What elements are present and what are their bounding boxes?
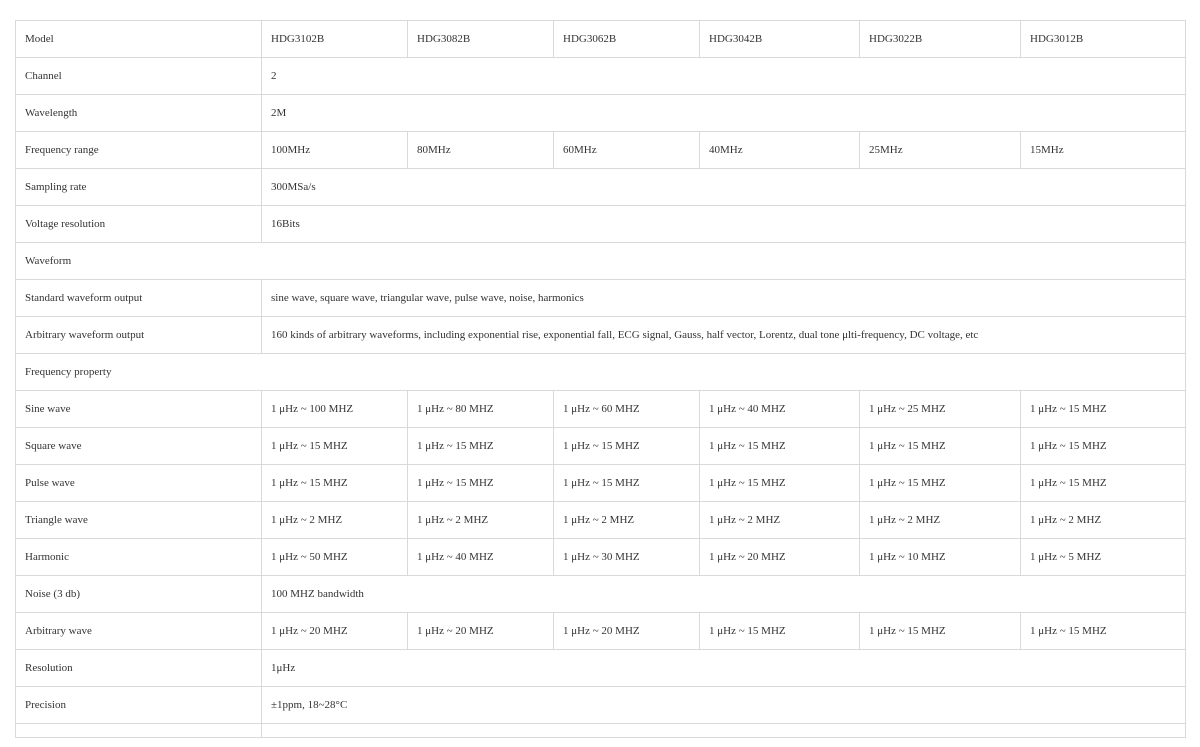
value-cell: 16Bits: [262, 206, 1186, 243]
row-label: Voltage resolution: [16, 206, 262, 243]
value-cell: 1 μHz ~ 50 MHZ: [262, 539, 408, 576]
value-cell: 40MHz: [700, 132, 860, 169]
value-cell: [262, 724, 1186, 738]
row-label: [16, 724, 262, 738]
row-label: Frequency range: [16, 132, 262, 169]
spec-table-body: [16, 21, 1186, 738]
value-cell: 1μHz: [262, 650, 1186, 687]
row-label: Harmonic: [16, 539, 262, 576]
row-label: Noise (3 db): [16, 576, 262, 613]
value-cell: 1 μHz ~ 15 MHZ: [700, 613, 860, 650]
value-cell: 1 μHz ~ 2 MHZ: [1021, 502, 1186, 539]
value-cell: 2M: [262, 95, 1186, 132]
value-cell: 1 μHz ~ 15 MHZ: [700, 465, 860, 502]
value-cell: 1 μHz ~ 2 MHZ: [408, 502, 554, 539]
table-row: [16, 391, 1186, 428]
value-cell: 1 μHz ~ 15 MHZ: [262, 465, 408, 502]
value-cell: 15MHz: [1021, 132, 1186, 169]
value-cell: ±1ppm, 18~28°C: [262, 687, 1186, 724]
value-cell: 1 μHz ~ 60 MHZ: [554, 391, 700, 428]
table-row: [16, 58, 1186, 95]
value-cell: 100 MHZ bandwidth: [262, 576, 1186, 613]
model-cell: HDG3102B: [262, 21, 408, 58]
table-row: [16, 539, 1186, 576]
value-cell: 1 μHz ~ 15 MHZ: [554, 428, 700, 465]
model-cell: HDG3042B: [700, 21, 860, 58]
model-cell: HDG3022B: [860, 21, 1021, 58]
row-label: Sine wave: [16, 391, 262, 428]
value-cell: 80MHz: [408, 132, 554, 169]
table-row: [16, 465, 1186, 502]
model-cell: HDG3062B: [554, 21, 700, 58]
value-cell: 1 μHz ~ 30 MHZ: [554, 539, 700, 576]
value-cell: 1 μHz ~ 100 MHZ: [262, 391, 408, 428]
value-cell: 1 μHz ~ 20 MHZ: [408, 613, 554, 650]
value-cell: 1 μHz ~ 15 MHZ: [860, 465, 1021, 502]
value-cell: 1 μHz ~ 2 MHZ: [700, 502, 860, 539]
value-cell: 1 μHz ~ 15 MHZ: [408, 428, 554, 465]
row-label: Triangle wave: [16, 502, 262, 539]
value-cell: 1 μHz ~ 5 MHZ: [1021, 539, 1186, 576]
table-row: [16, 317, 1186, 354]
section-row: [16, 354, 1186, 391]
table-row: [16, 613, 1186, 650]
value-cell: 300MSa/s: [262, 169, 1186, 206]
model-cell: HDG3082B: [408, 21, 554, 58]
table-row: [16, 687, 1186, 724]
value-cell: 1 μHz ~ 2 MHZ: [554, 502, 700, 539]
model-cell: HDG3012B: [1021, 21, 1186, 58]
value-cell: 1 μHz ~ 40 MHZ: [408, 539, 554, 576]
table-row: [16, 206, 1186, 243]
value-cell: 1 μHz ~ 25 MHZ: [860, 391, 1021, 428]
value-cell: 1 μHz ~ 10 MHZ: [860, 539, 1021, 576]
section-heading: Frequency property: [16, 354, 1186, 391]
value-cell: 160 kinds of arbitrary waveforms, including exponential rise, exponential fall, ECG signal, Gauss, half vector, Lorentz, dual tone μlti-frequency, DC voltage, etc: [262, 317, 1186, 354]
section-heading: Waveform: [16, 243, 1186, 280]
row-label: Precision: [16, 687, 262, 724]
row-label: Pulse wave: [16, 465, 262, 502]
row-label: Arbitrary wave: [16, 613, 262, 650]
table-row: [16, 95, 1186, 132]
row-label: Model: [16, 21, 262, 58]
value-cell: 1 μHz ~ 15 MHZ: [1021, 613, 1186, 650]
row-label: Square wave: [16, 428, 262, 465]
row-label: Resolution: [16, 650, 262, 687]
value-cell: 1 μHz ~ 2 MHZ: [860, 502, 1021, 539]
value-cell: sine wave, square wave, triangular wave, pulse wave, noise, harmonics: [262, 280, 1186, 317]
value-cell: 1 μHz ~ 15 MHZ: [262, 428, 408, 465]
table-row: [16, 132, 1186, 169]
value-cell: 60MHz: [554, 132, 700, 169]
table-row: [16, 280, 1186, 317]
value-cell: 1 μHz ~ 15 MHZ: [860, 428, 1021, 465]
row-label: Standard waveform output: [16, 280, 262, 317]
table-row-partial: [16, 724, 1186, 738]
value-cell: 2: [262, 58, 1186, 95]
table-row: [16, 428, 1186, 465]
header-row: [16, 21, 1186, 58]
table-row: [16, 650, 1186, 687]
value-cell: 25MHz: [860, 132, 1021, 169]
value-cell: 1 μHz ~ 15 MHZ: [860, 613, 1021, 650]
value-cell: 1 μHz ~ 15 MHZ: [1021, 428, 1186, 465]
table-row: [16, 502, 1186, 539]
value-cell: 1 μHz ~ 20 MHZ: [262, 613, 408, 650]
spec-table: [15, 20, 1186, 738]
value-cell: 1 μHz ~ 2 MHZ: [262, 502, 408, 539]
table-row: [16, 576, 1186, 613]
row-label: Channel: [16, 58, 262, 95]
row-label: Wavelength: [16, 95, 262, 132]
value-cell: 1 μHz ~ 20 MHZ: [700, 539, 860, 576]
value-cell: 1 μHz ~ 20 MHZ: [554, 613, 700, 650]
value-cell: 1 μHz ~ 80 MHZ: [408, 391, 554, 428]
value-cell: 1 μHz ~ 15 MHZ: [700, 428, 860, 465]
value-cell: 100MHz: [262, 132, 408, 169]
value-cell: 1 μHz ~ 15 MHZ: [1021, 391, 1186, 428]
row-label: Arbitrary waveform output: [16, 317, 262, 354]
value-cell: 1 μHz ~ 40 MHZ: [700, 391, 860, 428]
value-cell: 1 μHz ~ 15 MHZ: [554, 465, 700, 502]
value-cell: 1 μHz ~ 15 MHZ: [1021, 465, 1186, 502]
row-label: Sampling rate: [16, 169, 262, 206]
value-cell: 1 μHz ~ 15 MHZ: [408, 465, 554, 502]
table-row: [16, 169, 1186, 206]
section-row: [16, 243, 1186, 280]
